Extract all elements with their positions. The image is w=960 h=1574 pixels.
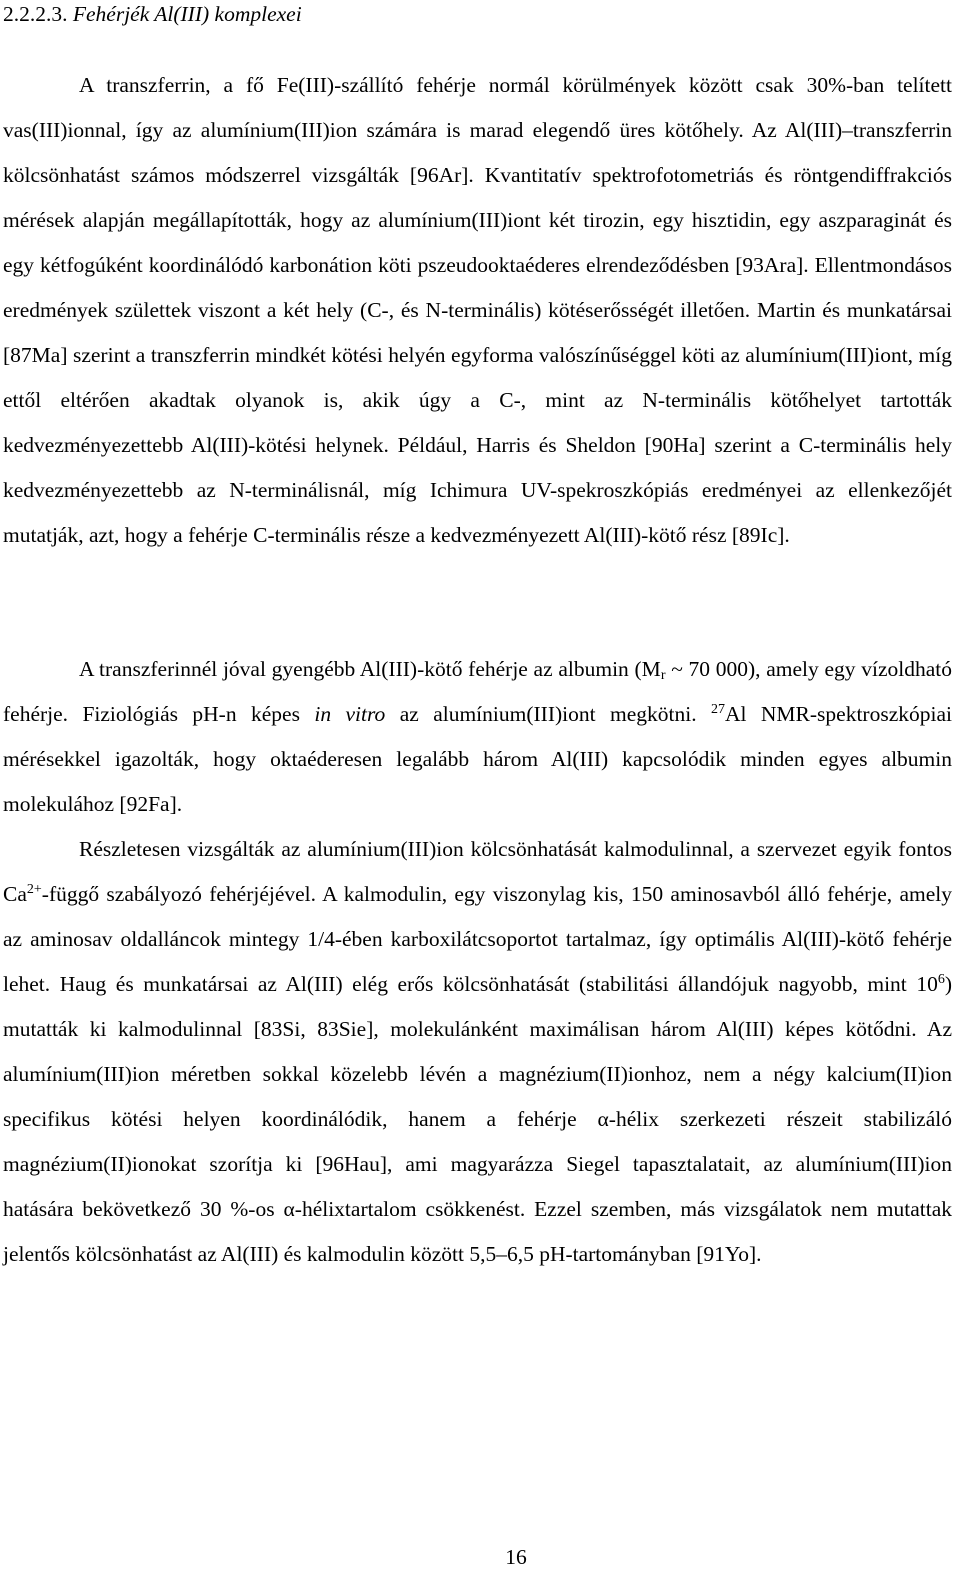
paragraph-albumin [3,647,952,827]
paragraph-3-text-b: -függő szabályozó fehérjéjével. A kalmodulin, egy viszonylag kis, 150 aminosavból álló fehérje, amely az aminosav oldalláncok mintegy 1/4-ében karboxilátcsoportot tartalmaz, így optimális Al(III)-kötő fehérje lehet. Haug és munkatársai az Al(III) elég erős kölcsönhatását (stabilitási állandójuk nagyobb, mint 10 [3,882,952,996]
calcium-charge-superscript: 2+ [26,882,42,897]
paragraph-2-text-b: ~ 70 000), amely egy vízoldható fehérje. Fiziológiás pH-n képes [3,657,953,726]
paragraph-2-text-d: Al NMR-spektroszkópiai mérésekkel igazolták, hogy oktaéderesen legalább három Al(III) kapcsolódik minden egyes albumin molekulához [92Fa]. [3,702,952,816]
paragraph-3-text-c: ) mutatták ki kalmodulinnal [83Si, 83Sie], molekulánként maximálisan három Al(III) képes kötődni. Az alumínium(III)ion méretben sokkal közelebb lévén a magnézium(II)ionhoz, nem a négy kalcium(II)ion specifikus kötési helyen koordinálódik, hanem a fehérje α-hélix szerkezeti részeit stabilizáló magnézium(II)ionokat szorítja ki [96Hau], ami magyarázza Siegel tapasztalatait, az alumínium(III)ion hatására bekövetkező 30 %-os α-hélixtartalom csökkenést. Ezzel szemben, más vizsgálatok nem mutattak jelentős kölcsönhatást az Al(III) és kalmodulin között 5,5–6,5 pH-tartományban [91Yo]. [3,972,952,1266]
in-vitro-italic: in vitro [314,702,386,726]
isotope-superscript: 27 [711,702,725,717]
mr-subscript: r [660,668,666,683]
page-number: 16 [505,1545,527,1569]
section-heading [3,1,302,27]
paragraph-3-text-a: Részletesen vizsgálták az alumínium(III)ion kölcsönhatását kalmodulinnal, a szervezet egyik fontos Ca [3,837,952,906]
paragraph-2-text-c: az alumínium(III)iont megkötni. [385,702,711,726]
paragraph-transferrin [3,63,952,558]
section-number: 2.2.2.3. [3,2,68,26]
paragraph-1-text: A transzferrin, a fő Fe(III)-szállító fehérje normál körülmények között csak 30%-ban telített vas(III)ionnal, így az alumínium(III)ion számára is marad elegendő üres kötőhely. Az Al(III)–transzferrin kölcsönhatást számos módszerrel vizsgálták [96Ar]. Kvantitatív spektrofotometriás és röntgendiffrakciós mérések alapján megállapították, hogy az alumínium(III)iont két tirozin, egy hisztidin, egy aszparaginát és egy kétfogúként koordinálódó karbonátion köti pszeudooktaéderes elrendeződésben [93Ara]. Ellentmondásos eredmények születtek viszont a két hely (C-, és N-terminális) kötéserősségét illetően. Martin és munkatársai [87Ma] szerint a transzferrin mindkét kötési helyén egyforma valószínűséggel köti az alumínium(III)iont, míg ettől eltérően akadtak olyanok is, akik úgy a C-, mint az N-terminális kötőhelyet tartották kedvezményezettebb Al(III)-kötési helynek. Például, Harris és Sheldon [90Ha] szerint a C-terminális hely kedvezményezettebb az N-terminálisnál, míg Ichimura UV-spekroszkópiás eredményei az ellenkezőjét mutatják, azt, hogy a fehérje C-terminális része a kedvezményezett Al(III)-kötő rész [89Ic]. [3,73,952,547]
section-title: Fehérjék Al(III) komplexei [72,2,302,26]
paragraph-2-text-a: A transzferinnél jóval gyengébb Al(III)-kötő fehérje az albumin (M [79,657,661,681]
exponent-superscript: 6 [937,972,945,987]
paragraph-calmodulin [3,827,952,1277]
